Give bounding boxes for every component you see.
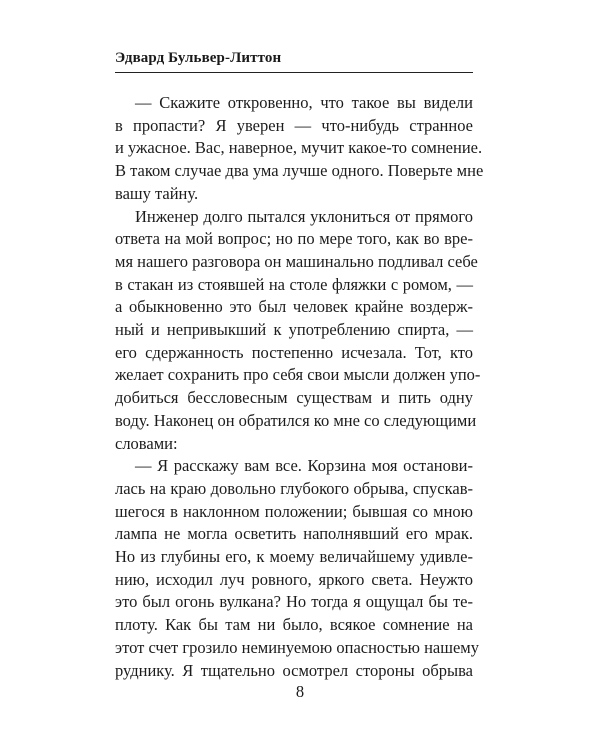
- running-head-author: Эдвард Бульвер-Литтон: [115, 50, 282, 66]
- text-line: лампа не могла осветить наполнявший его мрак.: [115, 524, 473, 544]
- text-line: желает сохранить про себя свои мысли должен упо-: [115, 365, 481, 385]
- text-line: В таком случае два ума лучше одного. Поверьте мне: [115, 161, 484, 181]
- text-line: нию, исходил луч ровного, яркого света. Неужто: [115, 569, 473, 589]
- text-line: ный и непривыкший к употреблению спирта, —: [115, 320, 473, 340]
- text-line: его сдержанность постепенно исчезала. Тот, кто: [115, 342, 473, 362]
- text-line: — Скажите откровенно, что такое вы видели: [135, 93, 473, 112]
- text-line: вашу тайну.: [115, 183, 199, 203]
- text-line: Инженер долго пытался уклониться от прямого: [135, 206, 473, 226]
- text-line: — Я расскажу вам все. Корзина моя останови-: [135, 456, 473, 476]
- text-line: и ужасное. Вас, наверное, мучит какое-то сомнение.: [115, 138, 483, 158]
- text-line: Но из глубины его, к моему величайшему удивле-: [115, 547, 473, 567]
- text-line: шегося в наклонном положении; бывшая со мною: [115, 501, 473, 521]
- text-line: ответа на мой вопрос; но по мере того, как во вре-: [115, 229, 473, 249]
- body-text: [115, 92, 484, 682]
- text-line: руднику. Я тщательно осмотрел стороны обрыва: [115, 660, 473, 680]
- text-line: а обыкновенно это был человек крайне воздерж-: [115, 297, 473, 317]
- text-line: добиться бессловесным существам и пить одну: [115, 388, 473, 408]
- text-line: в стакан из стоявшей на столе фляжки с ромом, —: [115, 274, 473, 294]
- text-line: воду. Наконец он обратился ко мне со следующими: [115, 410, 477, 430]
- text-line: плоту. Как бы там ни было, всякое сомнение на: [115, 615, 473, 635]
- page-number: 8: [295, 682, 305, 701]
- text-line: лась на краю довольно глубокого обрыва, спускав-: [115, 478, 473, 498]
- text-line: мя нашего разговора он машинально подливал себе: [115, 251, 478, 271]
- text-line: это был огонь вулкана? Но тогда я ощущал бы те-: [115, 592, 473, 612]
- header-rule: [115, 72, 473, 73]
- text-line: этот счет грозило неминуемою опасностью нашему: [115, 637, 479, 657]
- text-line: словами:: [115, 433, 178, 453]
- text-line: в пропасти? Я уверен — что-нибудь странное: [115, 115, 473, 135]
